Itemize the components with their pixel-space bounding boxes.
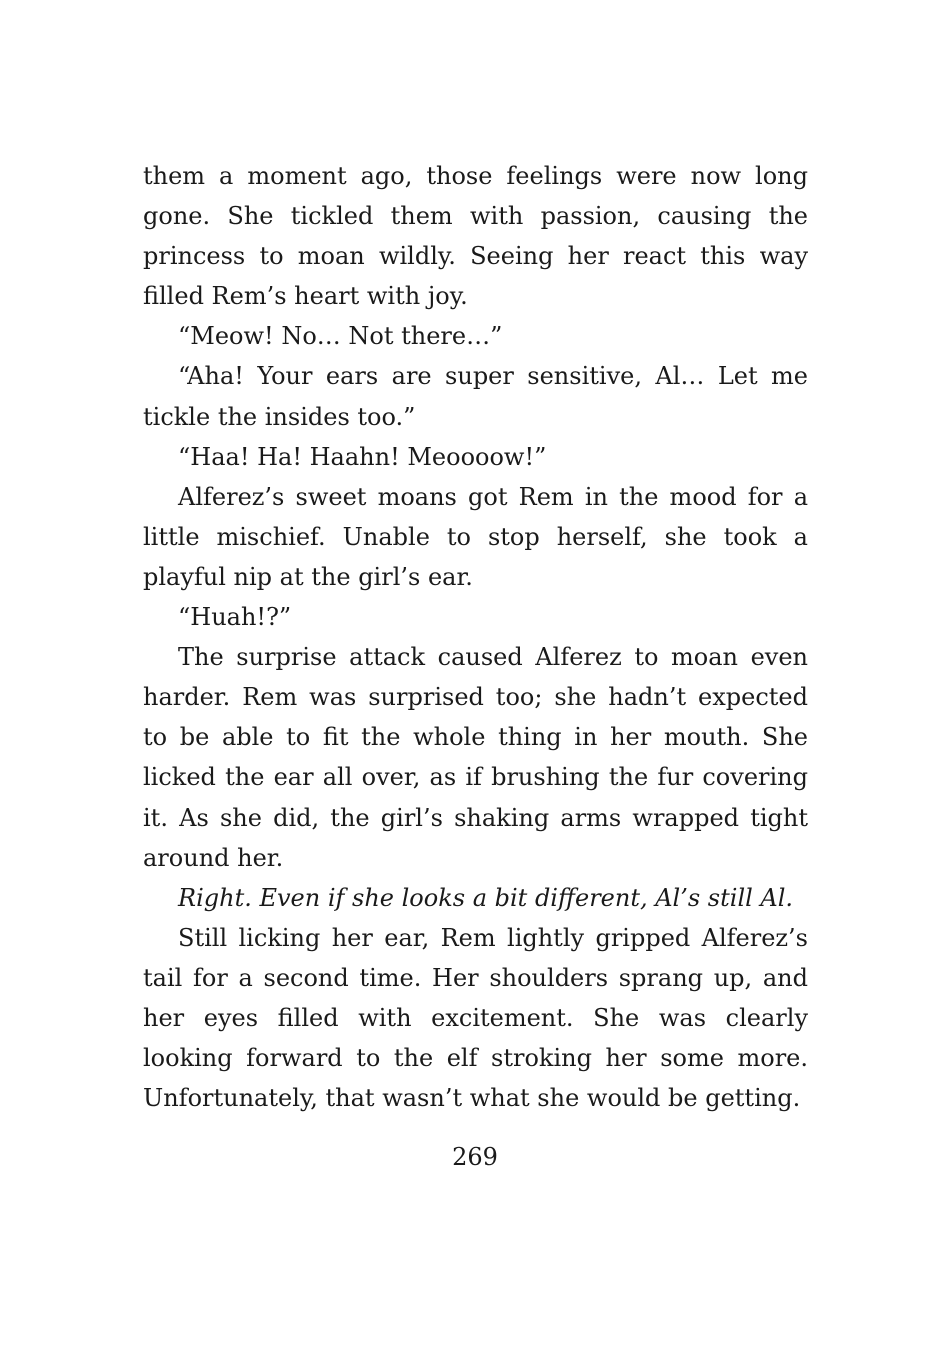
page-number: 269 <box>452 1143 498 1171</box>
paragraph: them a moment ago, those feelings were now long gone. She tickled them with passion, causing the princess to moan wildly. Seeing her react this way filled Rem’s heart with joy. <box>143 162 808 311</box>
paragraph: The surprise attack caused Alferez to moan even harder. Rem was surprised too; she hadn’t expected to be able to fit the whole thing in her mouth. She licked the ear all over, as if brushing the fur covering it. As she did, the girl’s shaking arms wrapped tight around her. <box>143 643 808 872</box>
paragraph-italic-thought: Right. Even if she looks a bit different, Al’s still Al. <box>178 883 794 912</box>
paragraph: Alferez’s sweet moans got Rem in the mood for a little mischief. Unable to stop herself, she took a playful nip at the girl’s ear. <box>143 482 808 591</box>
paragraph: “Haa! Ha! Haahn! Meoooow!” <box>178 442 547 471</box>
page-body-text <box>143 156 808 1118</box>
paragraph: “Aha! Your ears are super sensitive, Al… Let me tickle the insides too.” <box>143 362 808 431</box>
paragraph: “Meow! No… Not there…” <box>178 322 503 351</box>
paragraph: “Huah!?” <box>178 603 292 632</box>
paragraph: Still licking her ear, Rem lightly gripped Alferez’s tail for a second time. Her shoulders sprang up, and her eyes filled with excitement. She was clearly looking forward to the elf stroking her some more. Unfortunately, that wasn’t what she would be getting. <box>143 923 808 1113</box>
